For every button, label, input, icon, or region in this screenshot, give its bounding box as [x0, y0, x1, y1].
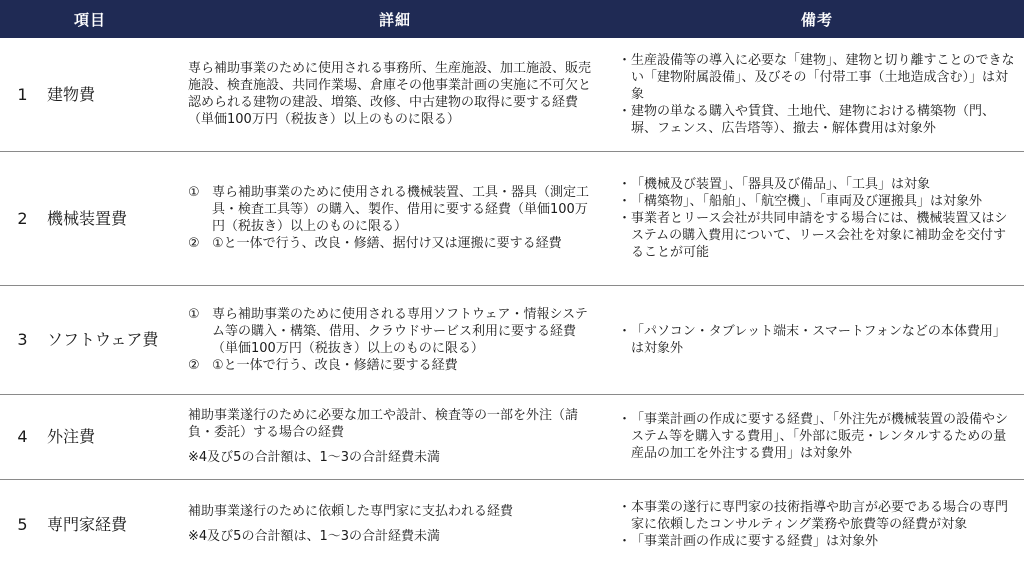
- detail-item: ① 専ら補助事業のために使用される機械装置、工具・器具（測定工具・検査工具等）の購入、製作、借用に要する経費（単価100万円（税抜き）以上のものに限る）: [188, 185, 590, 234]
- notes-cell: [610, 38, 1024, 151]
- detail-item: ① 専ら補助事業のために使用される専用ソフトウェア・情報システム等の購入・構築、借用、クラウドサービス利用に要する経費（単価100万円（税抜き）以上のものに限る）: [188, 306, 588, 356]
- header-item: 項目: [0, 0, 180, 38]
- note-item: ・ 「機械及び装置」、「器具及び備品」、「工具」は対象: [618, 176, 931, 192]
- note-item: ・ 「パソコン・タブレット端末・スマートフォンなどの本体費用」は対象外: [618, 323, 1006, 356]
- notes-cell: [610, 394, 1024, 479]
- detail-footnote: ※4及び5の合計額は、1～3の合計経費未満: [188, 529, 440, 545]
- table-row: [0, 479, 1024, 569]
- detail-text: 補助事業遂行のために必要な加工や設計、検査等の一部を外注（請負・委託）する場合の経費: [188, 408, 579, 440]
- detail-cell: [180, 285, 610, 394]
- row-number: 5: [17, 514, 28, 534]
- expense-name: 専門家経費: [47, 514, 128, 534]
- note-item: ・ 「事業計画の作成に要する経費」、「外注先が機械装置の設備やシステム等を購入する費用」、「外部に販売・レンタルするための量産品の加工を外注する費用」は対象外: [618, 412, 1009, 461]
- detail-footnote: ※4及び5の合計額は、1～3の合計経費未満: [188, 450, 440, 465]
- detail-item: ② ①と一体で行う、改良・修繕に要する経費: [188, 357, 458, 373]
- row-number: 1: [0, 38, 45, 151]
- expense-name: ソフトウェア費: [45, 285, 180, 394]
- detail-cell: [180, 151, 610, 285]
- row-number: 4: [0, 394, 45, 479]
- notes-cell: [610, 285, 1024, 394]
- header-row: [0, 0, 1024, 38]
- row-number: 3: [0, 285, 45, 394]
- table-row: [0, 285, 1024, 394]
- detail-text: 専ら補助事業のために使用される事務所、生産施設、加工施設、販売施設、検査施設、共同作業場、倉庫その他事業計画の実施に不可欠と認められる建物の建設、増築、改修、中古建物の取得に要する経費（単価100万円（税抜き）以上のものに限る）: [188, 61, 592, 128]
- detail-text: 補助事業遂行のために依頼した専門家に支払われる経費: [188, 504, 514, 520]
- table-row: [0, 394, 1024, 479]
- row-number: 2: [0, 151, 45, 285]
- header-detail: 詳細: [180, 0, 610, 38]
- detail-cell: [180, 38, 610, 151]
- table-row: [0, 38, 1024, 151]
- expense-name: 機械装置費: [45, 151, 180, 285]
- note-item: ・ 生産設備等の導入に必要な「建物」、建物と切り離すことのできない「建物附属設備」、及びその「付帯工事（土地造成含む）」は対象: [618, 52, 1015, 102]
- note-item: ・ 「構築物」、「船舶」、「航空機」、「車両及び運搬具」は対象外: [618, 193, 983, 209]
- detail-cell: [180, 394, 610, 479]
- note-item: ・ 建物の単なる購入や賃貸、土地代、建物における構築物（門、塀、フェンス、広告塔等）、撤去・解体費用は対象外: [618, 103, 996, 136]
- notes-cell: [610, 479, 1024, 569]
- header-notes: 備考: [610, 0, 1024, 38]
- expense-name: 外注費: [45, 394, 180, 479]
- note-item: ・ 事業者とリース会社が共同申請をする場合には、機械装置又はシステムの購入費用について、リース会社を対象に補助金を交付することが可能: [618, 210, 1008, 260]
- note-item: ・ 本事業の遂行に専門家の技術指導や助言が必要である場合の専門家に依頼したコンサルティング業務や旅費等の経費が対象: [618, 499, 1009, 532]
- detail-item: ② ①と一体で行う、改良・修繕、据付け又は運搬に要する経費: [188, 236, 562, 251]
- notes-cell: [610, 151, 1024, 285]
- table-row: [0, 151, 1024, 285]
- expense-name: 建物費: [45, 38, 180, 151]
- note-item: ・ 「事業計画の作成に要する経費」は対象外: [618, 533, 879, 549]
- detail-cell: [180, 479, 610, 569]
